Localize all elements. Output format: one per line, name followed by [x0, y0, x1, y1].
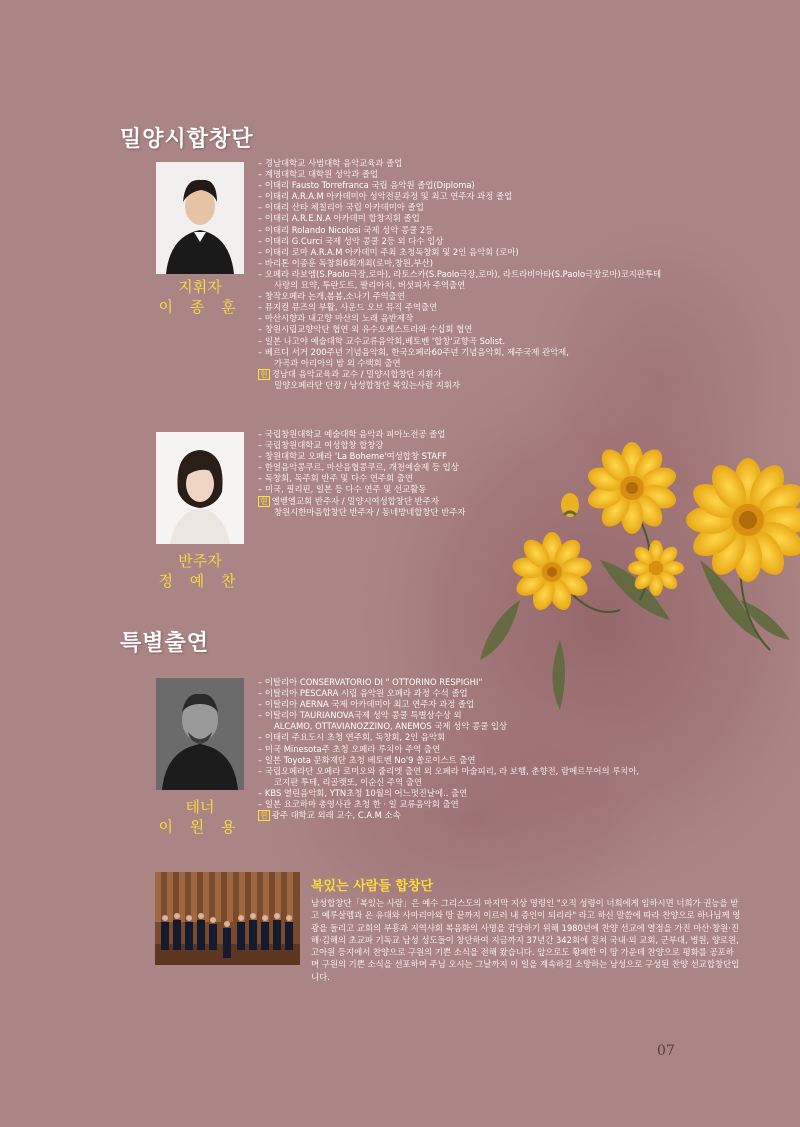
- accompanist-role-block: [150, 551, 250, 591]
- bio-line: 코지판 투테, 리골렛또, 이순신 주역 출연: [274, 776, 423, 787]
- bio-line: – 이태리 A.R.A.M 아카데미아 성악전문과정 및 최고 연주자 과정 졸업: [258, 191, 513, 202]
- bio-line: – 이태리 산타 체칠리아 국립 아카데미아 졸업: [258, 202, 424, 213]
- tenor-role-block: [150, 797, 250, 837]
- bio-line: – 뮤지컬 뮤즈의 부활, 사운드 오브 뮤직 주역출연: [258, 302, 438, 313]
- bio-line: – 일본 Toyota 문화재단 초청 베토벤 No'9 쏠로이스트 출연: [258, 754, 476, 765]
- choir-description: 남성합창단「복있는 사람」은 예수 그리스도의 마지막 지상 명령인 "오직 성령이 너희에게 임하시면 너희가 권능을 받고 예루살렘과 온 유대와 사마리아와 땅 끝까지 이르러 내 증인이 되리라" 라고 하신 말씀에 따라 찬양으로 하나님께 영광을 돌리고 교회의 부흥과 지역사회 복음화의 사명을 감당하기 위해 1980년에 찬양 선교에 열정을 가진 마산·창원·진해·김해의 초교파 기독교 남성 성도들이 창단하여 지금까지 37년간 342회에 걸쳐 국내·외 교회, 군부대, 병원, 양로원, 고아원 등지에서 찬양으로 구원의 기쁜 소식을 전해 왔습니다. 앞으로도 황폐한 이 땅 가운데 찬양으로 평화를 공포하며 구원의 기쁜 소식을 선포하며 주님 오시는 그날까지 이 일을 계속하길 소망하는 남성으로 구성된 찬양 선교합창단입니다.: [311, 898, 741, 982]
- bio-line: – 바리톤 이종훈 독창회6회개최(로마,창원,부산): [258, 257, 433, 268]
- choir-photo: [155, 872, 300, 965]
- tenor-name: 이 원 용: [158, 818, 242, 836]
- bio-line: – 이태리 Fausto Torrefranca 국립 음악원 졸업(Diploma): [258, 180, 475, 191]
- accompanist-role: 반주자: [178, 552, 222, 570]
- bio-line: – 마산시향과 내고향 마산의 노래 음반제작: [258, 313, 414, 324]
- accompanist-name: 정 예 찬: [158, 572, 242, 590]
- bio-line: 창원시한마음합창단 반주자 / 동네방네합창단 반주자: [274, 506, 466, 517]
- bio-line: – 경남대학교 사범대학 음악교육과 졸업: [258, 158, 403, 168]
- bio-line: – 미국, 필리핀, 일본 등 다수 연주 및 선교활동: [258, 484, 427, 495]
- bio-line: 사랑의 묘약, 투란도트, 팔리아치, 버섯피자 주역출연: [274, 280, 466, 291]
- bio-line: 광주 대학교 외래 교수, C.A.M 소속: [271, 810, 401, 821]
- section-title-special: 특별출연: [120, 630, 210, 656]
- conductor-bio: [258, 158, 738, 391]
- tenor-photo: [156, 678, 244, 790]
- page-number: 07: [657, 1043, 675, 1059]
- conductor-role: 지휘자: [178, 278, 222, 296]
- bio-line: – 베르디 서거 200주년 기념음악회, 한국오페라60주년 기념음악회, 제주국제 관악제,: [258, 346, 569, 357]
- conductor-photo: [156, 162, 244, 274]
- bio-line: – 일본 나고야 예술대학 교수교류음악회,베토벤 '합창'교향곡 Solist.: [258, 335, 505, 346]
- conductor-name: 이 종 훈: [158, 298, 242, 316]
- bio-line: – 이태리 로마 A.R.A.M 아카데미 주최 초청독창회 및 2인 음악회 (로마): [258, 246, 519, 257]
- tenor-role: 테너: [185, 798, 215, 816]
- bio-line: – 창원시립교향악단 협연 외 유수오케스트라와 수십회 협연: [258, 324, 473, 335]
- bio-line: 가곡과 아리아의 밤 외 수백회 출연: [274, 357, 401, 368]
- choir-title: 복있는 사람들 합창단: [311, 879, 434, 894]
- bio-line: – 이탈리아 AERNA 국제 아카데미아 최고 연주자 과정 졸업: [258, 699, 475, 710]
- bio-line: – 창작오페라 논개,봄봄,소나기 주역출연: [258, 291, 405, 302]
- tenor-bio: [258, 677, 738, 821]
- bio-line: – 이태리 A.R.E.N.A 아카데미 합창지휘 졸업: [258, 213, 420, 224]
- accompanist-photo: [156, 432, 244, 544]
- bio-line: – 국립창원대학교 예술대학 음악과 피아노전공 졸업: [258, 429, 446, 439]
- bio-line: – 국립오페라단 오페라 로미오와 줄리엣 출연 외 오페라 마술피리, 라 보햄, 춘향전, 람메르무어의 루치아,: [258, 765, 640, 776]
- bio-line: – 오페라 라보엠(S.Paolo극장,로마), 라토스카(S.Paolo극장,로마), 라트라비아타(S.Paolo극장로마)코지판투테: [258, 268, 662, 279]
- bio-line: – 이탈리아 CONSERVATORIO DI " OTTORINO RESPIGHI": [258, 677, 483, 687]
- bio-line: – 이태리 G.Curci 국제 성악 콩쿨 2등 외 다수 입상: [258, 235, 444, 246]
- bio-line: 경남대 음악교육과 교수 / 밀양시합창단 지휘자: [271, 368, 442, 379]
- conductor-role-block: [150, 277, 250, 317]
- bio-line: 엘벧엘교회 반주자 / 밀양시여성합창단 반주자: [271, 495, 439, 506]
- current-badge: 현: [260, 496, 268, 506]
- current-badge: 현: [260, 369, 268, 379]
- bio-line: – 이탈리아 TAURIANOVA국제 성악 콩쿨 특별상수상 외: [258, 710, 462, 721]
- current-badge: 현: [260, 811, 268, 821]
- section-title-choir: 밀양시합창단: [120, 126, 254, 152]
- bio-line: 밀양오페라단 단장 / 남성합창단 복있는사람 지휘자: [274, 379, 461, 390]
- bio-line: – 이태리 주요도시 초청 연주회, 독창회, 2인 음악회: [258, 732, 446, 743]
- bio-line: – 이탈리아 PESCARA 시립 음악원 오페라 과정 수석 졸업: [258, 688, 468, 699]
- bio-line: – 한얼음악콩쿠르, 마산음협콩쿠르, 개천예술제 등 입상: [258, 462, 459, 473]
- bio-line: ALCAMO, OTTAVIANOZZINO, ANEMOS 국제 성악 콩쿨 입상: [274, 721, 508, 732]
- bio-line: – KBS 열린음악회, YTN초청 10월의 어느멋진날에.. 출연: [258, 787, 468, 798]
- bio-line: – 독창회, 독주회 반주 및 다수 연주회 출연: [258, 473, 413, 484]
- bio-line: – 국립창원대학교 여성합창 합창장: [258, 440, 384, 451]
- bio-line: – 계명대학교 대학원 성악과 졸업: [258, 169, 379, 180]
- bio-line: – 창원대학교 오페라 'La Boheme'여성합창 STAFF: [258, 451, 447, 462]
- accompanist-bio: [258, 429, 738, 518]
- bio-line: – 이태리 Rolando Nicolosi 국제 성악 콩쿨 2등: [258, 224, 434, 235]
- bio-line: – 일본 요코하마 총영사관 초청 한 · 일 교류음악회 출연: [258, 799, 459, 810]
- bio-line: – 미국 Minesota주 초청 오페라 루치아 주역 출연: [258, 743, 441, 754]
